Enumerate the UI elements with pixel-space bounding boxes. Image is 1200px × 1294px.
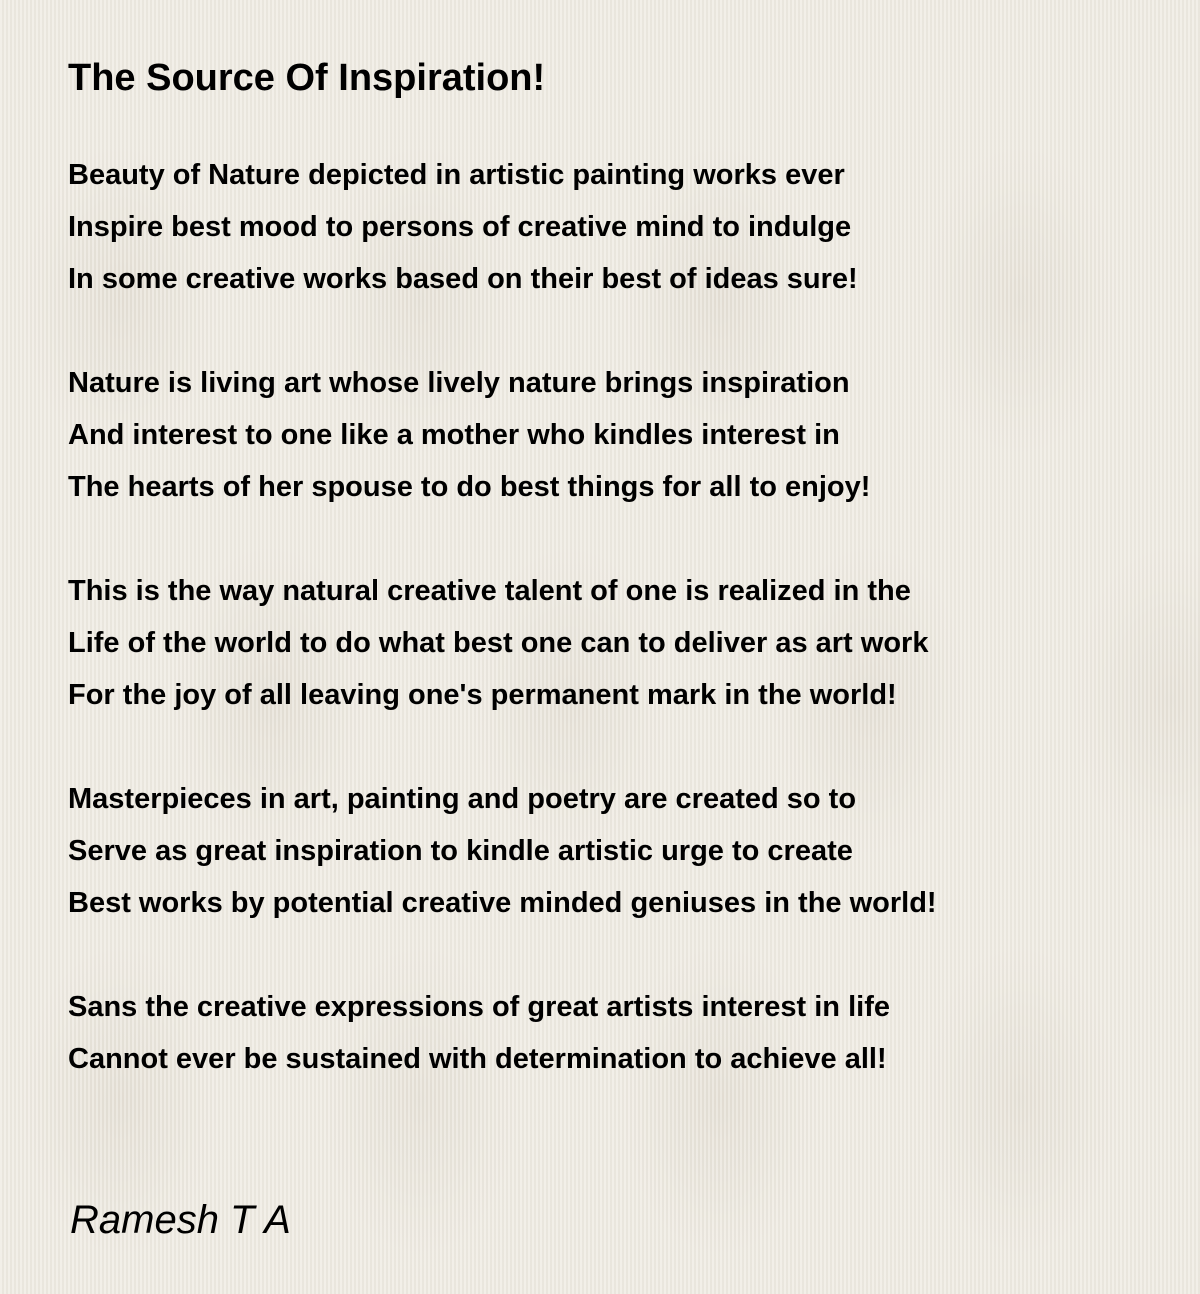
stanza-4 <box>68 773 1148 929</box>
poem-line: And interest to one like a mother who kindles interest in <box>68 419 840 451</box>
poem-line: This is the way natural creative talent of one is realized in the <box>68 575 911 607</box>
poem-body <box>68 149 1148 1085</box>
poem-title: The Source Of Inspiration! <box>68 57 546 99</box>
author-name: Ramesh T A <box>70 1198 291 1242</box>
stanza-1 <box>68 149 1148 305</box>
poem-line: Nature is living art whose lively nature brings inspiration <box>68 367 850 399</box>
stanza-5 <box>68 981 1148 1085</box>
poem-line: In some creative works based on their best of ideas sure! <box>68 263 858 295</box>
poem-line: For the joy of all leaving one's permanent mark in the world! <box>68 679 897 711</box>
stanza-2 <box>68 357 1148 513</box>
poem-page <box>68 52 1148 1085</box>
poem-line: Sans the creative expressions of great artists interest in life <box>68 991 890 1023</box>
poem-line: Serve as great inspiration to kindle artistic urge to create <box>68 835 853 867</box>
poem-line: Life of the world to do what best one can to deliver as art work <box>68 627 929 659</box>
poem-line: Masterpieces in art, painting and poetry are created so to <box>68 783 857 815</box>
stanza-3 <box>68 565 1148 721</box>
poem-line: Inspire best mood to persons of creative mind to indulge <box>68 211 852 243</box>
poem-line: Cannot ever be sustained with determination to achieve all! <box>68 1043 887 1075</box>
poem-line: Best works by potential creative minded geniuses in the world! <box>68 887 937 919</box>
poem-line: The hearts of her spouse to do best things for all to enjoy! <box>68 471 871 503</box>
poem-line: Beauty of Nature depicted in artistic painting works ever <box>68 159 845 191</box>
